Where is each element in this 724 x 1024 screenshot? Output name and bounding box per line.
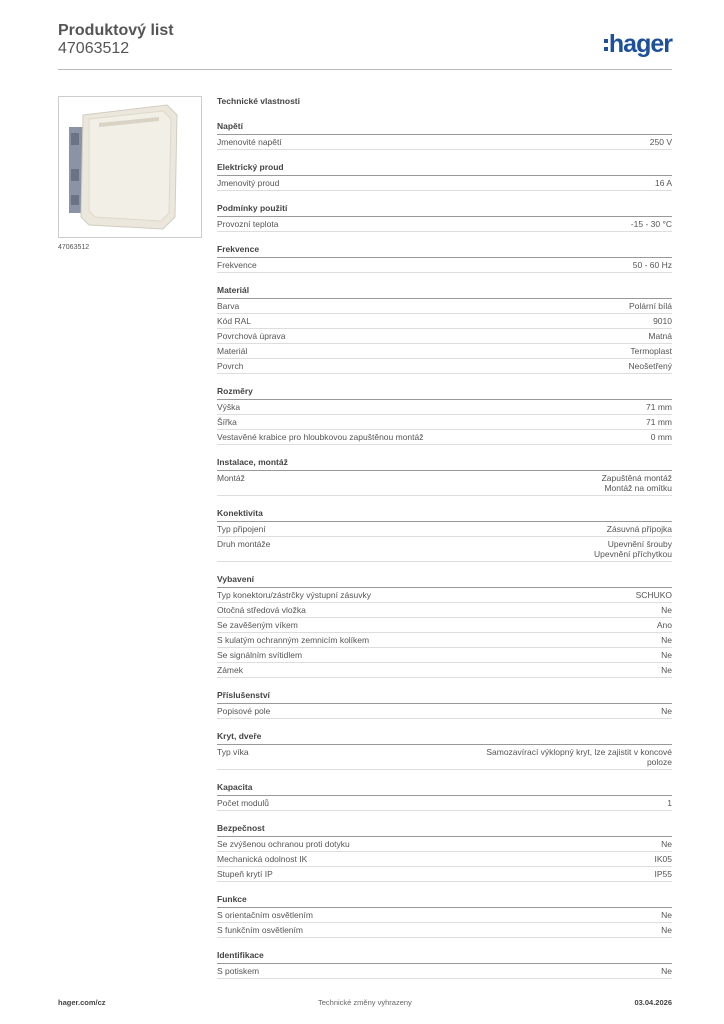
spec-row — [217, 430, 672, 445]
spec-label: Vestavěné krabice pro hloubkovou zapuštěnou montáž — [217, 432, 424, 442]
section-spacer — [217, 678, 672, 686]
product-number: 47063512 — [58, 40, 130, 57]
spec-value: IK05 — [654, 854, 672, 864]
spec-row — [217, 964, 672, 979]
spec-label: S orientačním osvětlením — [217, 910, 313, 920]
footer-date: 03.04.2026 — [634, 998, 672, 1007]
spec-row — [217, 176, 672, 191]
spec-section — [217, 778, 672, 819]
spec-section-title: Materiál — [217, 281, 672, 299]
spec-section — [217, 570, 672, 686]
spec-value: 16 A — [654, 178, 672, 188]
spec-section — [217, 240, 672, 281]
spec-row — [217, 359, 672, 374]
footer-website[interactable]: hager.com/cz — [58, 998, 106, 1007]
spec-value: Ne — [661, 910, 672, 920]
spec-section-title: Funkce — [217, 890, 672, 908]
spec-row — [217, 329, 672, 344]
spec-section-title: Elektrický proud — [217, 158, 672, 176]
spec-section — [217, 199, 672, 240]
spec-row — [217, 633, 672, 648]
spec-label: Mechanická odolnost IK — [217, 854, 308, 864]
spec-row — [217, 537, 672, 562]
spec-value: Zapuštěná montáž Montáž na omítku — [601, 473, 672, 493]
spec-label: Výška — [217, 402, 241, 412]
section-spacer — [217, 770, 672, 778]
spec-label: Zámek — [217, 665, 243, 675]
hager-logo — [604, 30, 672, 59]
spec-row — [217, 745, 672, 770]
spec-row — [217, 314, 672, 329]
spec-section — [217, 117, 672, 158]
spec-row — [217, 135, 672, 150]
spec-value: 250 V — [649, 137, 672, 147]
spec-section — [217, 727, 672, 778]
spec-section — [217, 890, 672, 946]
technical-specs — [217, 96, 672, 987]
spec-row — [217, 415, 672, 430]
section-spacer — [217, 191, 672, 199]
spec-sections — [217, 117, 672, 987]
logo-text: hager — [608, 30, 672, 58]
section-spacer — [217, 938, 672, 946]
spec-label: S kulatým ochranným zemnicím kolíkem — [217, 635, 370, 645]
spec-section — [217, 158, 672, 199]
spec-section-title: Konektivita — [217, 504, 672, 522]
spec-label: S potiskem — [217, 966, 260, 976]
spec-row — [217, 663, 672, 678]
spec-label: Barva — [217, 301, 240, 311]
spec-section — [217, 946, 672, 987]
spec-value: IP55 — [654, 869, 672, 879]
page-header — [58, 22, 672, 70]
spec-row — [217, 471, 672, 496]
spec-section-title: Příslušenství — [217, 686, 672, 704]
section-spacer — [217, 232, 672, 240]
spec-label: Typ konektoru/zástrčky výstupní zásuvky — [217, 590, 372, 600]
spec-value: Samozavírací výklopný kryt, lze zajistit v koncové poloze — [486, 747, 672, 767]
spec-section — [217, 686, 672, 727]
spec-value: 50 - 60 Hz — [632, 260, 672, 270]
spec-section-title: Bezpečnost — [217, 819, 672, 837]
spec-value: 0 mm — [650, 432, 672, 442]
section-spacer — [217, 150, 672, 158]
spec-value: Zásuvná přípojka — [606, 524, 672, 534]
spec-label: Otočná středová vložka — [217, 605, 306, 615]
section-spacer — [217, 374, 672, 382]
spec-row — [217, 908, 672, 923]
spec-value: Ne — [661, 706, 672, 716]
spec-section-title: Kryt, dveře — [217, 727, 672, 745]
spec-row — [217, 618, 672, 633]
spec-section — [217, 819, 672, 890]
spec-row — [217, 588, 672, 603]
spec-section — [217, 504, 672, 570]
spec-label: Povrch — [217, 361, 244, 371]
spec-row — [217, 299, 672, 314]
spec-section-title: Rozměry — [217, 382, 672, 400]
spec-value: Matná — [648, 331, 672, 341]
spec-section-title: Vybavení — [217, 570, 672, 588]
spec-label: Povrchová úprava — [217, 331, 286, 341]
spec-row — [217, 603, 672, 618]
spec-label: Montáž — [217, 473, 245, 483]
spec-label: Popisové pole — [217, 706, 271, 716]
spec-value: 71 mm — [646, 402, 672, 412]
spec-label: Jmenovitý proud — [217, 178, 280, 188]
spec-value: Neošetřený — [628, 361, 672, 371]
section-spacer — [217, 445, 672, 453]
section-spacer — [217, 811, 672, 819]
spec-row — [217, 648, 672, 663]
spec-value: Upevnění šrouby Upevnění příchytkou — [594, 539, 672, 559]
specs-title: Technické vlastnosti — [217, 96, 300, 106]
spec-value: Ne — [661, 605, 672, 615]
spec-value: Ne — [661, 925, 672, 935]
spec-row — [217, 217, 672, 232]
spec-row — [217, 258, 672, 273]
spec-section-title: Frekvence — [217, 240, 672, 258]
spec-label: Jmenovité napětí — [217, 137, 282, 147]
spec-label: Materiál — [217, 346, 248, 356]
spec-label: Se signálním svítidlem — [217, 650, 303, 660]
page-title: Produktový list — [58, 22, 174, 39]
spec-label: Šířka — [217, 417, 237, 427]
socket-outlet-icon — [59, 97, 202, 238]
spec-label: Se zvýšenou ochranou proti dotyku — [217, 839, 350, 849]
spec-label: Se zavěšeným víkem — [217, 620, 298, 630]
spec-value: 71 mm — [646, 417, 672, 427]
image-caption: 47063512 — [58, 244, 90, 251]
spec-row — [217, 867, 672, 882]
spec-value: Ano — [656, 620, 672, 630]
spec-label: Provozní teplota — [217, 219, 279, 229]
spec-label: Typ připojení — [217, 524, 266, 534]
spec-value: 1 — [667, 798, 672, 808]
spec-row — [217, 344, 672, 359]
spec-label: Stupeň krytí IP — [217, 869, 273, 879]
spec-section-title: Instalace, montáž — [217, 453, 672, 471]
spec-section — [217, 281, 672, 382]
spec-value: Polární bílá — [629, 301, 672, 311]
spec-section-title: Podmínky použití — [217, 199, 672, 217]
section-spacer — [217, 562, 672, 570]
section-spacer — [217, 882, 672, 890]
spec-value: -15 - 30 °C — [630, 219, 672, 229]
spec-row — [217, 923, 672, 938]
spec-label: Počet modulů — [217, 798, 269, 808]
section-spacer — [217, 979, 672, 987]
product-image — [58, 96, 202, 238]
spec-row — [217, 852, 672, 867]
spec-section-title: Napětí — [217, 117, 672, 135]
spec-value: 9010 — [653, 316, 672, 326]
spec-section-title: Kapacita — [217, 778, 672, 796]
section-spacer — [217, 719, 672, 727]
section-spacer — [217, 273, 672, 281]
spec-label: Druh montáže — [217, 539, 271, 549]
spec-row — [217, 522, 672, 537]
spec-label: S funkčním osvětlením — [217, 925, 303, 935]
spec-value: Ne — [661, 966, 672, 976]
footer-disclaimer: Technické změny vyhrazeny — [318, 998, 412, 1007]
spec-row — [217, 704, 672, 719]
spec-value: Ne — [661, 839, 672, 849]
spec-row — [217, 796, 672, 811]
spec-value: SCHUKO — [635, 590, 672, 600]
spec-value: Ne — [661, 635, 672, 645]
spec-value: Ne — [661, 650, 672, 660]
spec-section — [217, 453, 672, 504]
spec-row — [217, 400, 672, 415]
spec-value: Termoplast — [630, 346, 672, 356]
spec-row — [217, 837, 672, 852]
spec-label: Frekvence — [217, 260, 257, 270]
spec-section — [217, 382, 672, 453]
spec-value: Ne — [661, 665, 672, 675]
section-spacer — [217, 496, 672, 504]
spec-label: Kód RAL — [217, 316, 252, 326]
spec-label: Typ víka — [217, 747, 249, 757]
header-divider — [58, 69, 672, 70]
spec-section-title: Identifikace — [217, 946, 672, 964]
